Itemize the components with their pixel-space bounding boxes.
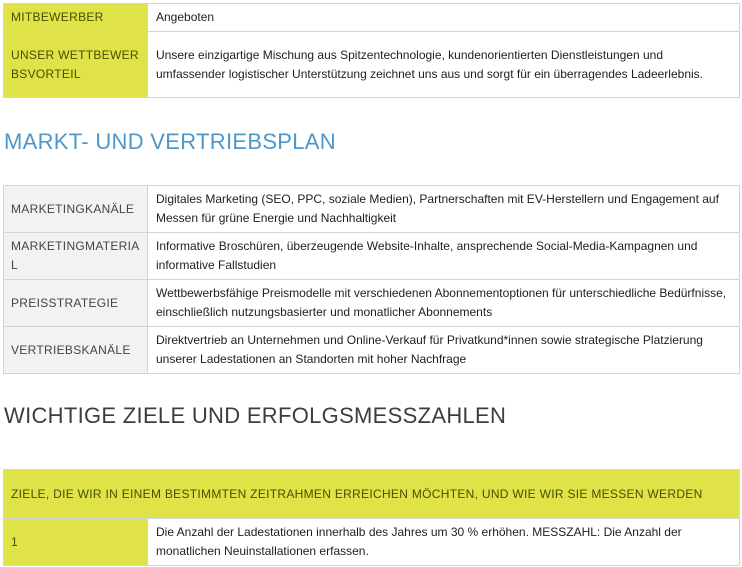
goals-table-header: ZIELE, DIE WIR IN EINEM BESTIMMTEN ZEITRAHMEN ERREICHEN MÖCHTEN, UND WIE WIR SIE MESSEN WERDEN — [4, 470, 740, 519]
sales-channels-label: VERTRIEBSKANÄLE — [4, 327, 148, 374]
advantage-value: Unsere einzigartige Mischung aus Spitzentechnologie, kundenorientierten Dienstleistungen und umfassender logistischer Unterstützung zeichnet uns aus und sorgt für ein überragendes Ladeerlebnis. — [148, 32, 740, 98]
goals-table — [3, 469, 740, 566]
goal-number: 1 — [4, 519, 148, 566]
table-row — [4, 519, 740, 566]
table-row — [4, 186, 740, 233]
pricing-strategy-label: PREISSTRATEGIE — [4, 280, 148, 327]
competitor-value: Angeboten — [148, 4, 740, 32]
marketing-channels-label: MARKETINGKANÄLE — [4, 186, 148, 233]
goal-text: Die Anzahl der Ladestationen innerhalb des Jahres um 30 % erhöhen. MESSZAHL: Die Anzahl der monatlichen Neuinstallationen erfassen. — [148, 519, 740, 566]
competitor-label: MITBEWERBER — [4, 4, 148, 32]
marketing-material-value: Informative Broschüren, überzeugende Website-Inhalte, ansprechende Social-Media-Kampagnen und informative Fallstudien — [148, 233, 740, 280]
table-row — [4, 280, 740, 327]
marketing-channels-value: Digitales Marketing (SEO, PPC, soziale Medien), Partnerschaften mit EV-Herstellern und Engagement auf Messen für grüne Energie und Nachhaltigkeit — [148, 186, 740, 233]
section-heading-goals: WICHTIGE ZIELE UND ERFOLGSMESSZAHLEN — [4, 403, 507, 428]
competition-table — [3, 3, 740, 98]
table-row — [4, 32, 740, 98]
sales-channels-value: Direktvertrieb an Unternehmen und Online-Verkauf für Privatkund*innen sowie strategische Platzierung unserer Ladestationen an Standorten mit hoher Nachfrage — [148, 327, 740, 374]
advantage-label: UNSER WETTBEWERBSVORTEIL — [4, 32, 148, 98]
table-header-row — [4, 470, 740, 519]
marketing-material-label: MARKETINGMATERIAL — [4, 233, 148, 280]
table-row — [4, 4, 740, 32]
table-row — [4, 233, 740, 280]
table-row — [4, 327, 740, 374]
section-heading-sales-plan: MARKT- UND VERTRIEBSPLAN — [4, 129, 336, 154]
pricing-strategy-value: Wettbewerbsfähige Preismodelle mit verschiedenen Abonnementoptionen für unterschiedliche Bedürfnisse, einschließlich nutzungsbasierter und monatlicher Abonnements — [148, 280, 740, 327]
sales-plan-table — [3, 185, 740, 374]
